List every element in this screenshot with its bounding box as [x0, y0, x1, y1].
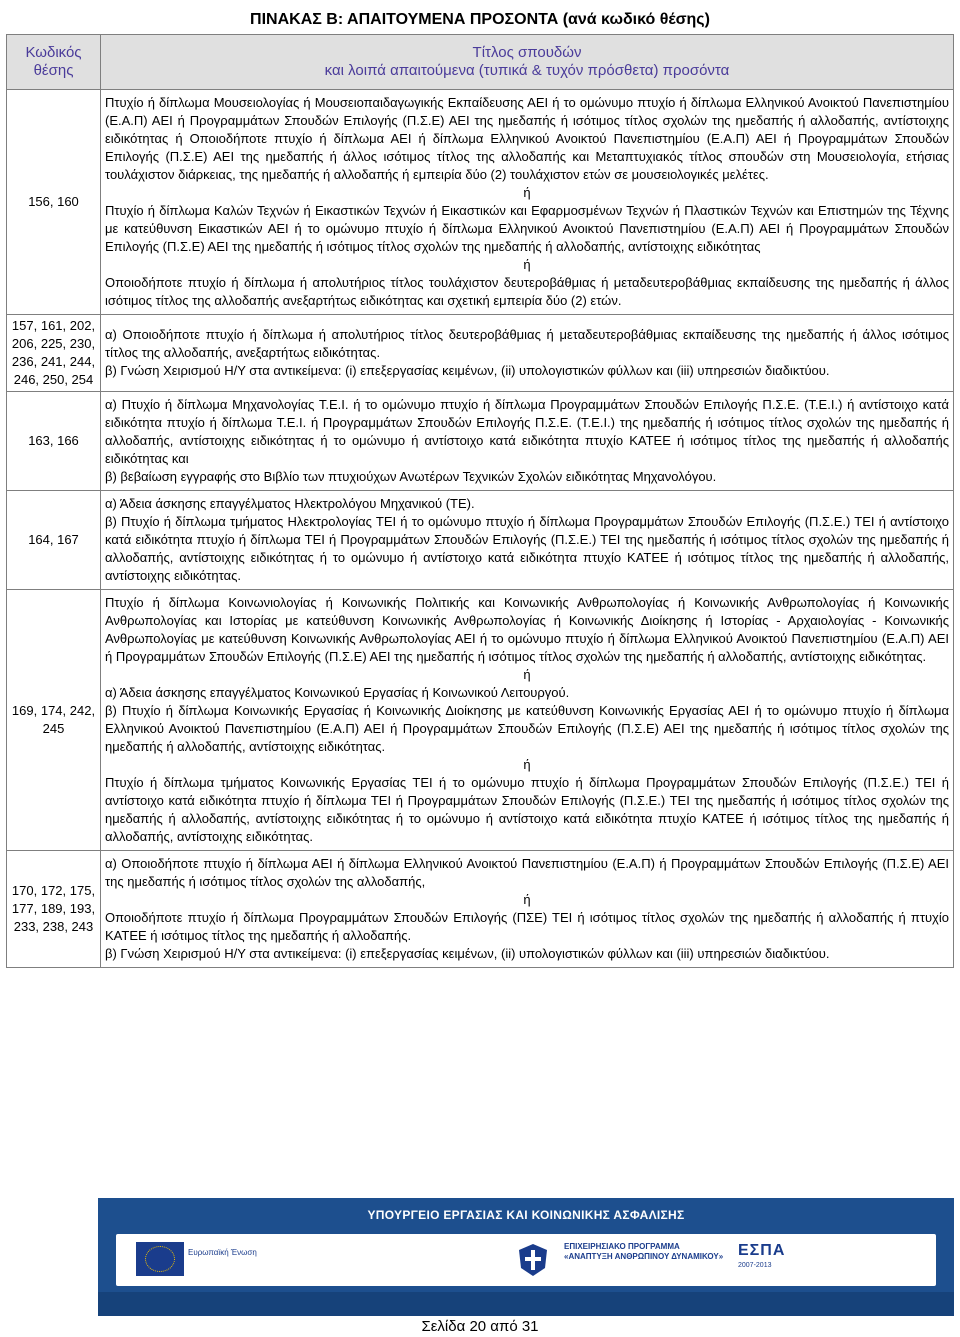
qualification-paragraph: β) βεβαίωση εγγραφής στο Βιβλίο των πτυχιούχων Ανωτέρων Τεχνικών Σχολών ειδικότητας Μηχανολόγου. [105, 469, 717, 484]
eu-label: Ευρωπαϊκή Ένωση [188, 1248, 257, 1257]
banner-footer-band [98, 1292, 954, 1316]
or-separator: ή [523, 892, 531, 907]
or-separator: ή [523, 257, 531, 272]
position-code: 163, 166 [7, 392, 101, 491]
page-number: Σελίδα 20 από 31 [421, 1318, 539, 1335]
qualifications-cell [101, 851, 954, 968]
position-code: 156, 160 [7, 90, 101, 315]
qualification-paragraph: Πτυχίο ή δίπλωμα Μουσειολογίας ή Μουσειοπαιδαγωγικής Εκπαίδευσης ΑΕΙ ή το ομώνυμο πτυχίο ή δίπλωμα Ελληνικού Ανοικτού Πανεπιστημίου (Ε.Α.Π) ΑΕΙ ή Προγραμμάτων Σπουδών Επιλογής (Π.Σ.Ε) ΑΕΙ της ημεδαπής ή ισότιμος τίτλος σχολών της ημεδαπής ή αλλοδαπής, αντίστοιχης ειδικότητας ή Οποιοδήποτε πτυχίο ή δίπλωμα ΑΕΙ ή δίπλωμα Ελληνικού Ανοικτού Πανεπιστημίου (Ε.Α.Π) ΑΕΙ ή Προγραμμάτων Σπουδών Επιλογής (Π.Σ.Ε) ΑΕΙ της ημεδαπής ή άλλος ισότιμος τίτλος της αλλοδαπής και Μεταπτυχιακός τίτλος σπουδών στη Μουσειολογία, ετήσιας τουλάχιστον διάρκειας, της ημεδαπής ή αλλοδαπής ή εμπειρία δύο (2) τουλάχιστον ετών σε μουσειολογικές μελέτες. [105, 95, 949, 182]
position-code: 164, 167 [7, 491, 101, 590]
header-title-line-2: και λοιπά απαιτούμενα (τυπικά & τυχόν πρόσθετα) προσόντα [324, 62, 730, 79]
qualification-paragraph: Οποιοδήποτε πτυχίο ή δίπλωμα Προγραμμάτων Σπουδών Επιλογής (ΠΣΕ) ΤΕΙ ή ισότιμος τίτλος σχολών της ημεδαπής ή αλλοδαπής ή πτυχίο ΚΑΤΕΕ ή ισότιμος τίτλος της ημεδαπής ή αλλοδαπής. [105, 910, 949, 943]
qualification-paragraph: Οποιοδήποτε πτυχίο ή δίπλωμα ή απολυτήριος τίτλος τουλάχιστον δευτεροβάθμιας ή μεταδευτεροβάθμιας εκπαίδευσης της ημεδαπής ή άλλος ισότιμος τίτλος της αλλοδαπής ανεξαρτήτως ειδικότητας και σχετική εμπειρία δύο (2) ετών. [105, 275, 949, 308]
table-header-row [7, 35, 954, 90]
qualification-paragraph: Πτυχίο ή δίπλωμα Κοινωνιολογίας ή Κοινωνικής Πολιτικής και Κοινωνικής Ανθρωπολογίας ή Κοινωνικής Ανθρωπολογίας ή Κοινωνικής Ανθρωπολογίας και Ιστορίας με κατεύθυνση Κοινωνικής Ανθρωπολογίας ή Κοινωνικής Διοίκησης ή Ιστορίας - Αρχαιολογίας - Κοινωνικής Ανθρωπολογίας με κατεύθυνση Κοινωνικής Ανθρωπολογίας ΑΕΙ ή το ομώνυμο πτυχίο ή δίπλωμα Ελληνικού Ανοικτού Πανεπιστημίου (Ε.Α.Π) ΑΕΙ ή Προγραμμάτων Σπουδών Επιλογής (Π.Σ.Ε) ΑΕΙ της ημεδαπής ή ισότιμος τίτλος σχολών της ημεδαπής ή αλλοδαπής, αντίστοιχης ειδικότητας. [105, 595, 949, 664]
table-row [7, 590, 954, 851]
qualification-paragraph: Πτυχίο ή δίπλωμα τμήματος Κοινωνικής Εργασίας ΤΕΙ ή το ομώνυμο πτυχίο ή δίπλωμα Προγραμμάτων Σπουδών Επιλογής (Π.Σ.Ε.) ΤΕΙ ή αντίστοιχο κατά ειδικότητα πτυχίο ή δίπλωμα ΤΕΙ ή Προγραμμάτων Σπουδών Επιλογής (Π.Σ.Ε.) ΤΕΙ της ημεδαπής ή ισότιμος τίτλος σχολών της ημεδαπής ή αλλοδαπής, αντίστοιχης ειδικότητας ή το ομώνυμο ή αντίστοιχο κατά ειδικότητα πτυχίο ΚΑΤΕΕ ή ισότιμος τίτλος της ημεδαπής ή αλλοδαπής, αντίστοιχης ειδικότητας. [105, 775, 949, 844]
eu-flag-icon [136, 1242, 184, 1276]
or-separator: ή [523, 757, 531, 772]
qualification-paragraph: β) Γνώση Χειρισμού Η/Υ στα αντικείμενα: (i) επεξεργασίας κειμένων, (ii) υπολογιστικών φύλλων και (iii) υπηρεσιών διαδικτύου. [105, 363, 830, 378]
table-row [7, 315, 954, 392]
qualification-paragraph: α) Οποιοδήποτε πτυχίο ή δίπλωμα ΑΕΙ ή δίπλωμα Ελληνικού Ανοικτού Πανεπιστημίου (Ε.Α.Π) ή Προγραμμάτων Σπουδών Επιλογής (Π.Σ.Ε) ΑΕΙ της ημεδαπής ή ισότιμος τίτλος σχολών της αλλοδαπής, [105, 856, 949, 889]
qualification-paragraph: α) Οποιοδήποτε πτυχίο ή δίπλωμα ή απολυτήριος τίτλος δευτεροβάθμιας ή μεταδευτεροβάθμιας εκπαίδευσης της ημεδαπής ή άλλος ισότιμος τίτλος της αλλοδαπής, ανεξαρτήτως ειδικότητας. [105, 327, 949, 360]
qualification-paragraph: β) Πτυχίο ή δίπλωμα τμήματος Ηλεκτρολογίας ΤΕΙ ή το ομώνυμο πτυχίο ή δίπλωμα Προγραμμάτων Σπουδών Επιλογής (Π.Σ.Ε.) ΤΕΙ ή αντίστοιχο κατά ειδικότητα πτυχίο ή δίπλωμα ΤΕΙ ή Προγραμμάτων Σπουδών Επιλογής (Π.Σ.Ε.) ΤΕΙ της ημεδαπής ή ισότιμος τίτλος σχολών της ημεδαπής ή αλλοδαπής, αντίστοιχης ειδικότητας ή το ομώνυμο ή αντίστοιχο κατά ειδικότητα πτυχίο ΚΑΤΕΕ ή ισότιμος τίτλος της ημεδαπής ή αλλοδαπής, αντίστοιχης ειδικότητας. [105, 514, 949, 583]
position-code: 157, 161, 202, 206, 225, 230, 236, 241, 244, 246, 250, 254 [7, 315, 101, 392]
qualification-paragraph: α) Άδεια άσκησης επαγγέλματος Κοινωνικού Εργασίας ή Κοινωνικού Λειτουργού. [105, 685, 570, 700]
table-row [7, 392, 954, 491]
ministry-banner [98, 1198, 954, 1316]
table-row [7, 851, 954, 968]
page-title: ΠΙΝΑΚΑΣ Β: ΑΠΑΙΤΟΥΜΕΝΑ ΠΡΟΣΟΝΤΑ (ανά κωδικό θέσης) [250, 11, 710, 28]
program-label: ΕΠΙΧΕΙΡΗΣΙΑΚΟ ΠΡΟΓΡΑΜΜΑ «ΑΝΑΠΤΥΞΗ ΑΝΘΡΩΠΙΝΟΥ ΔΥΝΑΜΙΚΟΥ» [564, 1242, 724, 1261]
header-title-line-1: Τίτλος σπουδών [472, 44, 582, 61]
espa-logo [738, 1240, 858, 1280]
or-separator: ή [523, 185, 531, 200]
qualifications-cell [101, 90, 954, 315]
qualifications-cell [101, 491, 954, 590]
espa-label: ΕΣΠΑ [738, 1242, 786, 1259]
qualification-paragraph: β) Γνώση Χειρισμού Η/Υ στα αντικείμενα: (i) επεξεργασίας κειμένων, (ii) υπολογιστικών φύλλων και (iii) υπηρεσιών διαδικτύου. [105, 946, 830, 961]
header-code: Κωδικός θέσης [7, 35, 101, 90]
banner-title: ΥΠΟΥΡΓΕΙΟ ΕΡΓΑΣΙΑΣ ΚΑΙ ΚΟΙΝΩΝΙΚΗΣ ΑΣΦΑΛΙΣΗΣ [367, 1208, 685, 1222]
qualifications-cell [101, 590, 954, 851]
espa-sub: 2007-2013 [738, 1262, 772, 1269]
table-row [7, 491, 954, 590]
or-separator: ή [523, 667, 531, 682]
logo-strip [116, 1234, 936, 1286]
header-title [101, 35, 954, 90]
qualifications-cell [101, 392, 954, 491]
qualification-paragraph: α) Πτυχίο ή δίπλωμα Μηχανολογίας Τ.Ε.Ι. ή το ομώνυμο πτυχίο ή δίπλωμα Προγραμμάτων Σπουδών Επιλογής Π.Σ.Ε. (Τ.Ε.Ι.) ή αντίστοιχο κατά ειδικότητα πτυχίο ή δίπλωμα Τ.Ε.Ι. ή Προγραμμάτων Σπουδών Επιλογής Π.Σ.Ε. (Τ.Ε.Ι.) της ημεδαπής ή ισότιμος τίτλος σχολών της ημεδαπής ή αλλοδαπής, αντίστοιχης ειδικότητας ή το ομώνυμο ή αντίστοιχο κατά ειδικότητα πτυχίο ΚΑΤΕΕ ή ισότιμος τίτλος της ημεδαπής ή αλλοδαπής ειδικότητας και [105, 397, 949, 466]
qualifications-cell [101, 315, 954, 392]
position-code: 169, 174, 242, 245 [7, 590, 101, 851]
table-row [7, 90, 954, 315]
greek-emblem-icon [516, 1242, 550, 1278]
position-code: 170, 172, 175, 177, 189, 193, 233, 238, 243 [7, 851, 101, 968]
qualification-paragraph: β) Πτυχίο ή δίπλωμα Κοινωνικής Εργασίας ή Κοινωνικής Διοίκησης με κατεύθυνση Κοινωνικής Εργασίας ΑΕΙ ή το ομώνυμο πτυχίο ή δίπλωμα Ελληνικού Ανοικτού Πανεπιστημίου (Ε.Α.Π) ΑΕΙ ή Προγραμμάτων Σπουδών Επιλογής (Π.Σ.Ε) ΑΕΙ της ημεδαπής ή ισότιμος τίτλος σχολών της ημεδαπής ή αλλοδαπής, αντίστοιχης ειδικότητας. [105, 703, 949, 754]
qualification-paragraph: α) Άδεια άσκησης επαγγέλματος Ηλεκτρολόγου Μηχανικού (ΤΕ). [105, 496, 475, 511]
requirements-table [6, 34, 954, 968]
qualification-paragraph: Πτυχίο ή δίπλωμα Καλών Τεχνών ή Εικαστικών Τεχνών ή Εικαστικών και Εφαρμοσμένων Τεχνών ή Πλαστικών Τεχνών και Επιστημών της Τέχνης με κατεύθυνση Εικαστικών ΑΕΙ ή το ομώνυμο πτυχίο ή δίπλωμα Ελληνικού Ανοικτού Πανεπιστημίου (Ε.Α.Π) ΑΕΙ ή Προγραμμάτων Σπουδών Επιλογής (Π.Σ.Ε) ΑΕΙ της ημεδαπής ή ισότιμος τίτλος σχολών της ημεδαπής ή αλλοδαπής, αντίστοιχης ειδικότητας [105, 203, 949, 254]
